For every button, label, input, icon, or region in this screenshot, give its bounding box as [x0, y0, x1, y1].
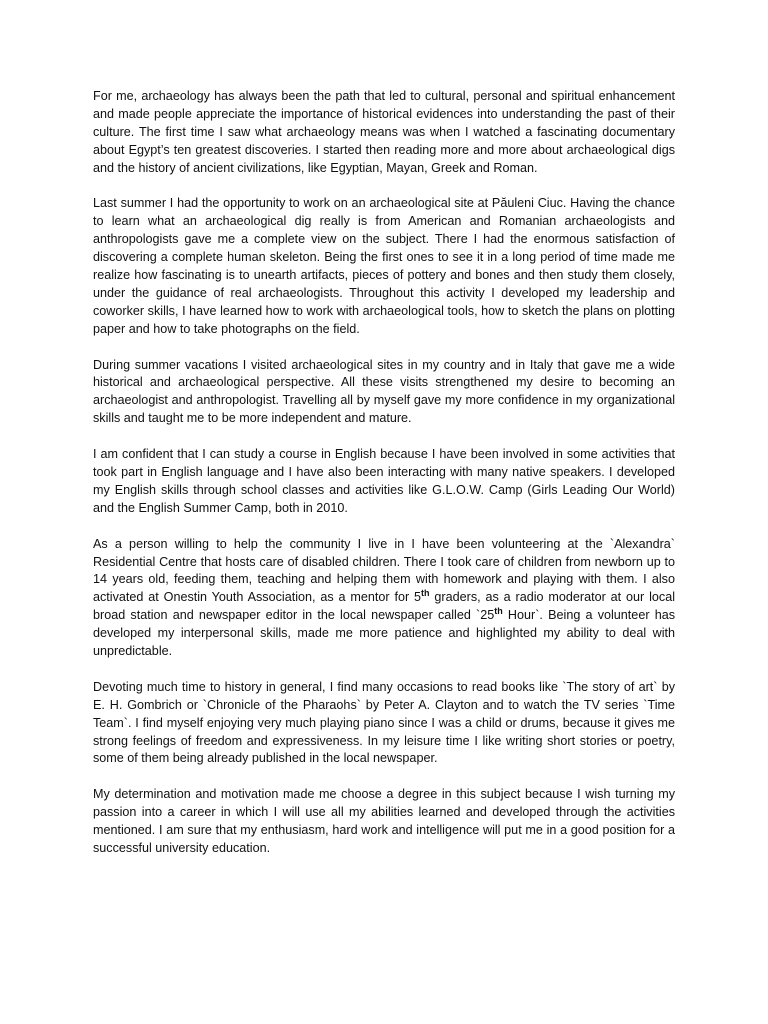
volunteering-text-part3: Hour`. Being a volunteer has developed my interpersonal skills, made me more patience and highlighted my ability to deal with unpredictable.	[93, 608, 676, 659]
volunteering-text-part1: As a person willing to help the community I live in I have been volunteering at the `Alexandra` Residential Centre that hosts care of disabled children. There I took care of children from newborn up to 14 years old, feeding them, teaching and helping them with homework and playing with them. I also activated at Onestin Youth Association, as a mentor for 5	[93, 536, 675, 605]
paragraph-summer-vacations: During summer vacations I visited archaeological sites in my country and in Italy that gave me a wide historical and archaeological perspective. All these visits strengthened my desire to becoming an archaeologist and anthropologist. Travelling all by myself gave my more confidence in my organizational skills and taught me to be more independent and mature.	[93, 357, 675, 426]
paragraph-english-skills: I am confident that I can study a course in English because I have been involved in some activities that took part in English language and I have also been interacting with many native speakers. I developed my English skills through school classes and activities like G.L.O.W. Camp (Girls Leading Our World) and the English Summer Camp, both in 2010.	[93, 447, 675, 515]
paragraph-hobbies: Devoting much time to history in general, I find many occasions to read books like `The story of art` by E. H. Gombrich or `Chronicle of the Pharaohs` by Peter A. Clayton and to watch the TV series `Time Team`. I find myself enjoying very much playing piano since I was a child or drums, because it gives me strong feelings of freedom and expressiveness. In my leisure time I like writing short stories or poetry, some of them being already published in the local newspaper.	[93, 679, 675, 766]
ordinal-suffix-5th: th	[421, 588, 430, 599]
paragraph-volunteering	[93, 536, 675, 661]
ordinal-suffix-25th: th	[494, 606, 503, 617]
volunteering-text-part2: graders, as a radio moderator at our local broad station and newspaper editor in the local newspaper called `25	[93, 590, 675, 623]
paragraph-archaeological-site: Last summer I had the opportunity to work on an archaeological site at Păuleni Ciuc. Having the chance to learn what an archaeological dig really is from American and Romanian archaeologists and anthropologists gave me a complete view on the subject. There I had the enormous satisfaction of discovering a complete human skeleton. Being the first ones to see it in a long period of time made me realize how fascinating is to unearth artifacts, pieces of pottery and bones and then study them closely, under the guidance of real archaeologists. Throughout this activity I developed my leadership and coworker skills, I have learned how to work with archaeological tools, how to sketch the plans on plotting paper and how to take photographs on the field.	[93, 196, 675, 336]
paragraph-conclusion: My determination and motivation made me choose a degree in this subject because I wish turning my passion into a career in which I will use all my abilities learned and developed through the activities mentioned. I am sure that my enthusiasm, hard work and intelligence will put me in a good position for a successful university education.	[93, 787, 675, 855]
paragraph-intro: For me, archaeology has always been the path that led to cultural, personal and spiritual enhancement and made people appreciate the importance of historical evidences into understanding the past of their culture. The first time I saw what archaeology means was when I watched a fascinating documentary about Egypt’s ten greatest discoveries. I started then reading more and more about archaeological digs and the history of ancient civilizations, like Egyptian, Mayan, Greek and Roman.	[93, 89, 675, 175]
document-page	[93, 88, 675, 876]
